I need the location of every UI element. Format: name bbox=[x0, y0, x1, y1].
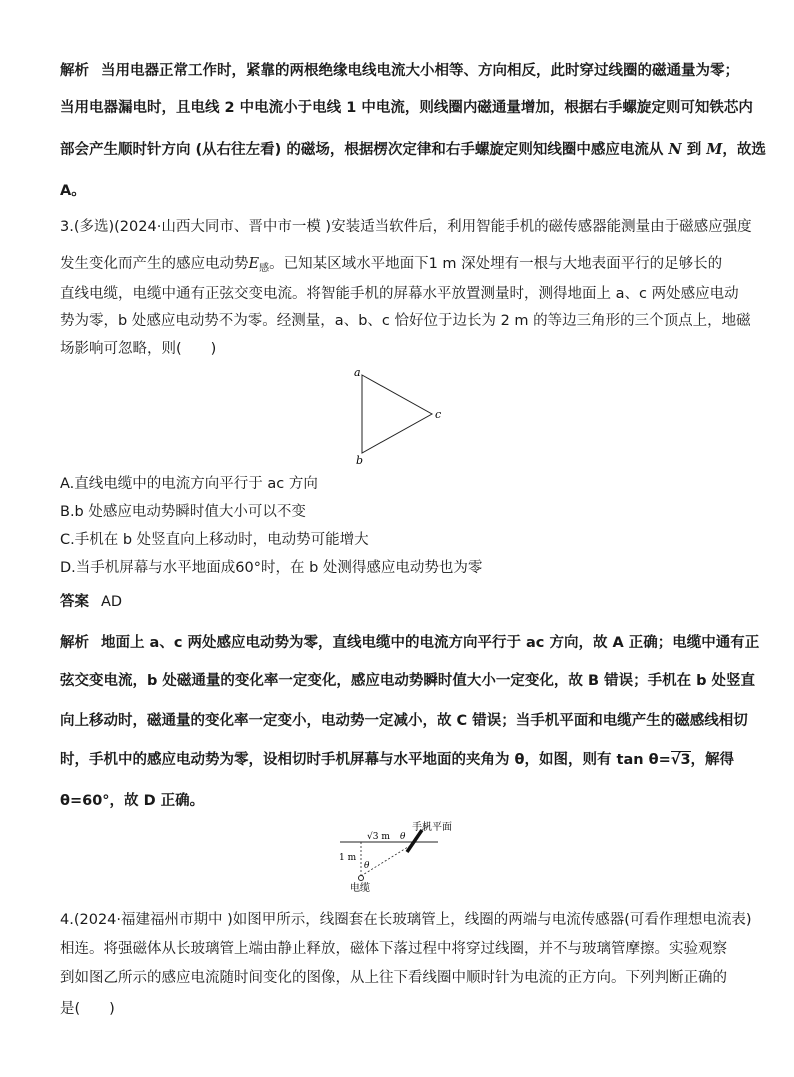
analysis-label: 解析 bbox=[60, 63, 89, 79]
option-b: B.b 处感应电动势瞬时值大小可以不变 bbox=[60, 504, 306, 520]
vertex-a-label: a bbox=[354, 366, 361, 379]
analysis-line-4: A。 bbox=[60, 183, 86, 199]
triangle-shape bbox=[362, 375, 432, 453]
q3-line-4: 势为零，b 处感应电动势不为零。经测量，a、b、c 恰好位于边长为 2 m 的等边三角形的三个顶点上，地磁 bbox=[60, 313, 751, 329]
option-d: D.当手机屏幕与水平地面成60°时，在 b 处测得感应电动势也为零 bbox=[60, 560, 483, 576]
vertex-b-label: b bbox=[356, 454, 364, 467]
answer-value: AD bbox=[101, 594, 123, 610]
theta-top-label: θ bbox=[400, 832, 406, 842]
cable-label: 电缆 bbox=[350, 883, 370, 894]
q3-analysis-line-3: 向上移动时，磁通量的变化率一定变小，电动势一定减小，故 C 错误；当手机平面和电缆产生的磁感线相切 bbox=[60, 713, 748, 729]
phone-angle-figure bbox=[330, 818, 460, 894]
q3-analysis-line-5: θ=60°，故 D 正确。 bbox=[60, 793, 205, 809]
answer-label: 答案 bbox=[60, 594, 89, 610]
answer-line bbox=[60, 592, 122, 612]
q4-line-2: 相连。将强磁体从长玻璃管上端由静止释放，磁体下落过程中将穿过线圈，并不与玻璃管摩擦。实验观察 bbox=[60, 941, 727, 957]
q4-line-1: 4.(2024·福建福州市期中 )如图甲所示，线圈套在长玻璃管上，线圈的两端与电流传感器(可看作理想电流表) bbox=[60, 912, 752, 928]
q3-line-1: 3.(多选)(2024·山西大同市、晋中市一模 )安装适当软件后，利用智能手机的磁传感器能测量由于磁感应强度 bbox=[60, 219, 752, 235]
q3-line-3: 直线电缆，电缆中通有正弦交变电流。将智能手机的屏幕水平放置测量时，测得地面上 a、c 两处感应电动 bbox=[60, 286, 739, 302]
theta-low-label: θ bbox=[364, 861, 370, 871]
depth-1m-label: 1 m bbox=[339, 853, 357, 863]
option-c: C.手机在 b 处竖直向上移动时，电动势可能增大 bbox=[60, 532, 369, 548]
analysis-line-1: 解析 当用电器正常工作时，紧靠的两根绝缘电线电流大小相等、方向相反，此时穿过线圈的磁通量为零； bbox=[60, 63, 739, 79]
analysis-line-2: 当用电器漏电时，且电线 2 中电流小于电线 1 中电流，则线圈内磁通量增加，根据右手螺旋定则可知铁芯内 bbox=[60, 100, 753, 116]
q4-line-3: 到如图乙所示的感应电流随时间变化的图像，从上往下看线圈中顺时针为电流的正方向。下列判断正确的 bbox=[60, 970, 727, 986]
q4-line-4: 是( ) bbox=[60, 1001, 115, 1017]
q3-analysis-label: 解析 bbox=[60, 635, 89, 651]
q3-analysis-line-4: 时，手机中的感应电动势为零，设相切时手机屏幕与水平地面的夹角为 θ，如图，则有 tan θ=√3，解得 bbox=[60, 752, 735, 768]
q3-line-5: 场影响可忽略，则( ) bbox=[60, 341, 217, 357]
phone-plane-label: 手机平面 bbox=[412, 822, 452, 833]
option-a: A.直线电缆中的电流方向平行于 ac 方向 bbox=[60, 476, 318, 492]
cable-dot bbox=[359, 876, 364, 881]
phone-plane-bar bbox=[407, 830, 422, 852]
analysis-line-3: 部会产生顺时针方向 (从右往左看) 的磁场，根据楞次定律和右手螺旋定则知线圈中感应电流从 N 到 M，故选 bbox=[60, 141, 766, 158]
q3-line-2: 发生变化而产生的感应电动势$E_感$。已知某区域水平地面下1 m 深处埋有一根与大地表面平行的足够长的 bbox=[60, 256, 723, 274]
triangle-figure bbox=[345, 365, 455, 470]
q3-analysis-line-2: 弦交变电流，b 处磁通量的变化率一定变化，感应电动势瞬时值大小一定变化，故 B 错误；手机在 b 处竖直 bbox=[60, 673, 756, 689]
vertex-c-label: c bbox=[435, 408, 442, 421]
q3-analysis-line-1: 解析 地面上 a、c 两处感应电动势为零，直线电缆中的电流方向平行于 ac 方向，故 A 正确；电缆中通有正 bbox=[60, 635, 760, 651]
sqrt3-m-label: √3 m bbox=[367, 832, 390, 842]
